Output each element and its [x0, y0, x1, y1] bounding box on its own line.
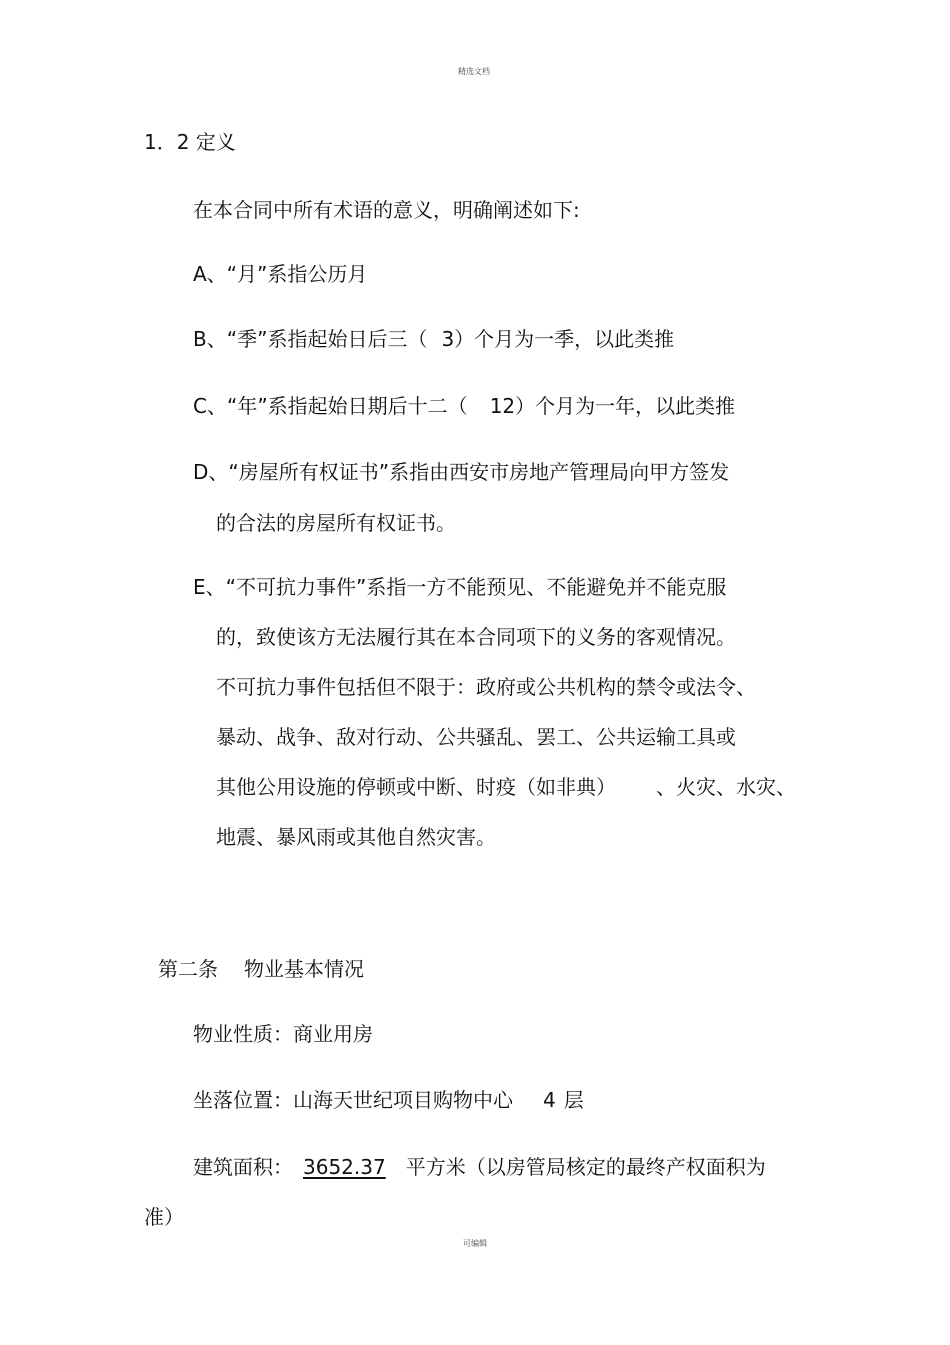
property-location-value: 山海天世纪项目购物中心: [293, 1088, 513, 1112]
page-footer: 可编辑: [463, 1239, 487, 1248]
property-nature: [193, 1022, 373, 1046]
article-2-number: 第二条: [158, 957, 218, 981]
definition-c: [193, 394, 735, 418]
definition-e-line5-suffix: 、火灾、水灾、: [656, 775, 796, 799]
definition-c-suffix: ）个月为一年，以此类推: [515, 394, 736, 418]
definition-d-line2: 的合法的房屋所有权证书。: [216, 511, 456, 535]
definition-e-line5: [216, 775, 796, 799]
section-heading: 1．2 定义: [144, 130, 236, 154]
definition-d-line1: D、“房屋所有权证书”系指由西安市房地产管理局向甲方签发: [193, 460, 730, 484]
definition-b-suffix: ）个月为一季，以此类推: [454, 327, 675, 351]
article-2-title: [158, 957, 364, 981]
definition-b: [193, 327, 674, 351]
definition-b-number: 3: [441, 327, 455, 351]
definition-e-line5-prefix: 其他公用设施的停顿或中断、时疫（如非典）: [216, 775, 616, 799]
definition-b-prefix: B、“季”系指起始日后三（: [193, 327, 428, 351]
property-area-value: [303, 1155, 406, 1179]
definition-e-line3: 不可抗力事件包括但不限于：政府或公共机构的禁令或法令、: [216, 675, 756, 699]
property-area: [193, 1155, 766, 1179]
definition-c-number: 12: [489, 394, 516, 418]
property-nature-value: 商业用房: [293, 1022, 373, 1046]
property-area-label: 建筑面积：: [193, 1155, 293, 1179]
property-area-suffix: 平方米（以房管局核定的最终产权面积为: [405, 1155, 766, 1179]
definition-e-line6: 地震、暴风雨或其他自然灾害。: [216, 825, 496, 849]
definition-c-prefix: C、“年”系指起始日期后十二（: [193, 394, 468, 418]
property-nature-label: 物业性质：: [193, 1022, 293, 1046]
property-location-label: 坐落位置：: [193, 1088, 293, 1112]
definition-a: A、“月”系指公历月: [193, 262, 368, 286]
property-area-number: 3652.37: [303, 1155, 386, 1179]
definition-e-line4: 暴动、战争、敌对行动、公共骚乱、罢工、公共运输工具或: [216, 725, 736, 749]
property-location: [193, 1088, 584, 1112]
definitions-intro: 在本合同中所有术语的意义，明确阐述如下:: [193, 198, 580, 222]
property-area-continuation: 准）: [144, 1205, 184, 1229]
definition-e-line2: 的，致使该方无法履行其在本合同项下的义务的客观情况。: [216, 625, 736, 649]
article-2-heading: 物业基本情况: [244, 957, 364, 981]
page-header: 精选文档: [458, 67, 490, 76]
definition-e-line1: E、“不可抗力事件”系指一方不能预见、不能避免并不能克服: [193, 575, 727, 599]
property-location-floor: 4: [543, 1088, 556, 1112]
property-location-floor-unit: 层: [563, 1088, 584, 1112]
